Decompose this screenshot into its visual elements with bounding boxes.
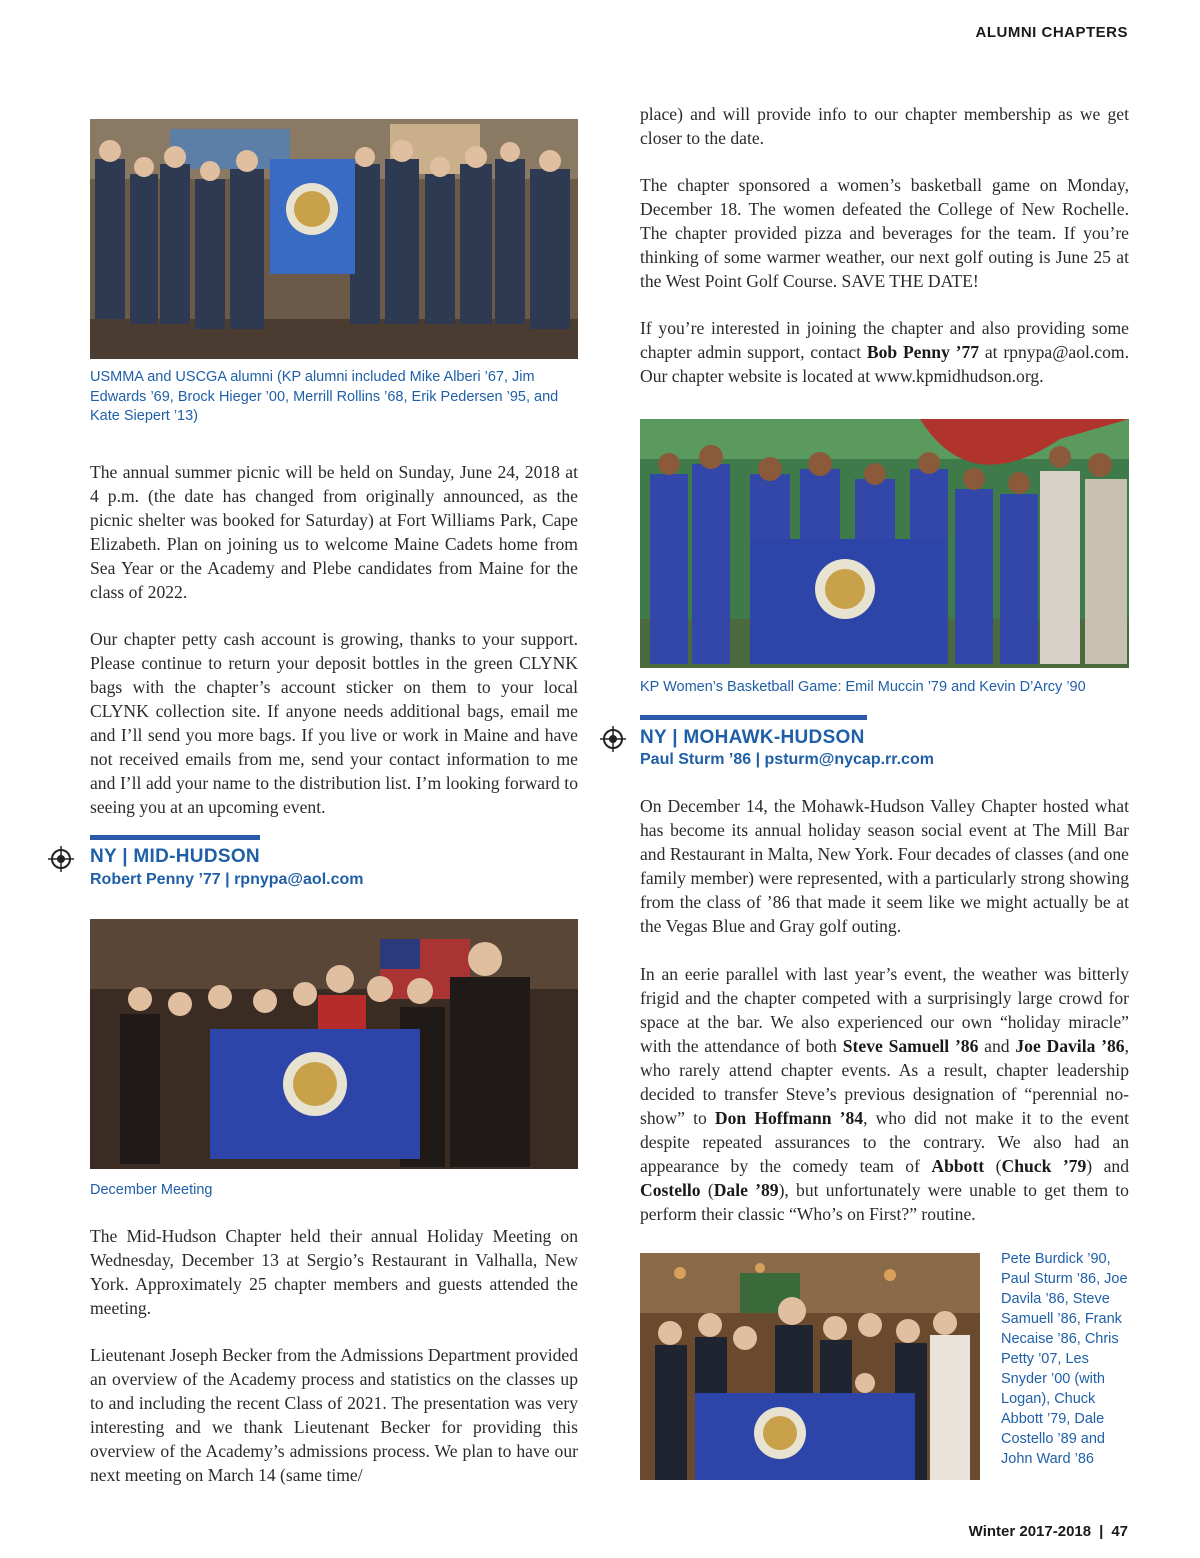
text-run: , who rarely attend chapter events. As a result, chapter leadership decided to transfer Steve’s previous designation of “perennial no-show” to [640, 1036, 1130, 1128]
mid-hudson-title: NY | MID-HUDSON [90, 846, 260, 867]
photo-mohawk-group [640, 1253, 980, 1480]
page-footer [969, 1523, 1128, 1540]
text-run: ( [700, 1180, 714, 1200]
mohawk-hudson-title: NY | MOHAWK-HUDSON [640, 727, 865, 748]
name-dale: Dale ’89 [713, 1180, 779, 1200]
footer-separator: | [1099, 1523, 1104, 1540]
join-contact-name: Bob Penny ’77 [866, 342, 980, 362]
continued-paragraph: place) and will provide info to our chapter membership as we get closer to the date. [640, 104, 1129, 148]
name-don-hoffmann: Don Hoffmann ’84 [714, 1108, 864, 1128]
name-costello: Costello [640, 1180, 701, 1200]
holiday-meeting-paragraph: The Mid-Hudson Chapter held their annual Holiday Meeting on Wednesday, December 13 at Sergio’s Restaurant in Valhalla, New York. Approximately 25 chapter members and guests attended the meeting. [90, 1226, 578, 1318]
text-run: , who did not make it to the event despite repeated assurances to the contrary. We also had an appearance by the comedy team of [640, 1108, 1129, 1176]
name-steve-samuell: Steve Samuell ’86 [842, 1036, 979, 1056]
basketball-paragraph: The chapter sponsored a women’s basketball game on Monday, December 18. The women defeated the College of New Rochelle. The chapter provided pizza and beverages for the team. If you’re thinking of some warmer weather, our next golf outing is June 25 at the West Point Golf Course. SAVE THE DATE! [640, 175, 1129, 291]
compass-icon [48, 846, 74, 872]
december-meeting-caption: December Meeting [90, 1182, 213, 1198]
join-text-a: If you’re interested in joining the chapter and also providing some chapter admin support, contact [640, 318, 1129, 362]
join-text-b: at rpnypa@aol.com. Our chapter website is located at www.kpmidhudson.org. [640, 342, 1129, 386]
admissions-paragraph: Lieutenant Joseph Becker from the Admissions Department provided an overview of the Academy process and statistics on the classes up to and including the recent Class of 2021. The presentation was very interesting and we thank Lieutenant Becker for providing this overview of the Academy’s admissions process. We plan to have our next meeting on March 14 (same time/ [90, 1345, 578, 1485]
photo-alumni-group [90, 119, 578, 359]
photo-december-meeting [90, 919, 578, 1169]
compass-icon [600, 726, 626, 752]
name-joe-davila: Joe Davila ’86 [1015, 1036, 1125, 1056]
mohawk-hudson-contact: Paul Sturm ’86 | psturm@nycap.rr.com [640, 751, 934, 768]
mohawk-photo-caption: Pete Burdick ’90, Paul Sturm ’86, Joe Davila ’86, Steve Samuell ’86, Frank Necaise ’86, Chris Petty ’07, Les Snyder ’00 (with Logan), Chuck Abbott ’79, Dale Costello ’89 and John Ward ’86 [1001, 1251, 1128, 1467]
photo-basketball-team [640, 419, 1129, 668]
mid-hudson-contact: Robert Penny ’77 | rpnypa@aol.com [90, 871, 364, 888]
text-run: ), but unfortunately were unable to get them to perform their classic “Who’s on First?” routine. [640, 1180, 1129, 1224]
mid-hudson-rule [90, 835, 260, 840]
name-abbott: Abbott [931, 1156, 985, 1176]
text-run: ( [984, 1156, 1002, 1176]
basketball-caption: KP Women’s Basketball Game: Emil Muccin ’79 and Kevin D’Arcy ’90 [640, 679, 1086, 695]
text-run: In an eerie parallel with last year’s event, the weather was bitterly frigid and the chapter competed with a surprisingly large crowd for space at the bar. We also experienced our own “holiday miracle” with the attendance of both [640, 964, 1129, 1056]
petty-cash-paragraph: Our chapter petty cash account is growing, thanks to your support. Please continue to return your deposit bottles in the green CLYNK bags with the chapter’s account sticker on them to your local CLYNK collection site. If anyone needs additional bags, email me and I’ll send you more bags. If you live or work in Maine and have not received emails from me, send your contact information to me and I’ll add your name to the distribution list. I’m looking forward to seeing you at an upcoming event. [90, 629, 578, 817]
issue-label: Winter 2017-2018 [968, 1523, 1092, 1540]
text-run: ) and [1086, 1156, 1129, 1176]
section-header: ALUMNI CHAPTERS [975, 24, 1128, 41]
name-chuck: Chuck ’79 [1001, 1156, 1087, 1176]
page-number: 47 [1111, 1523, 1128, 1540]
photo-alumni-caption: USMMA and USCGA alumni (KP alumni included Mike Alberi ’67, Jim Edwards ’69, Brock Hieger ’00, Merrill Rollins ’68, Erik Pedersen ’95, and Kate Siepert ’13) [90, 369, 559, 424]
join-chapter-paragraph [640, 316, 1129, 388]
mohawk-event-paragraph: On December 14, the Mohawk-Hudson Valley Chapter hosted what has become its annual holiday season social event at The Mill Bar and Restaurant in Malta, New York. Four decades of classes (and one family member) were represented, with a particularly strong showing from the class of ’86 that made it seem like we might actually be at the Vegas Blue and Gray golf outing. [640, 796, 1129, 936]
mohawk-hudson-rule [640, 715, 867, 720]
mohawk-weather-paragraph [640, 962, 1129, 1226]
picnic-paragraph: The annual summer picnic will be held on Sunday, June 24, 2018 at 4 p.m. (the date has changed from originally announced, as the picnic shelter was booked for Saturday) at Fort Williams Park, Cape Elizabeth. Plan on joining us to welcome Maine Cadets home from Sea Year or the Academy and Plebe candidates from Maine for the class of 2022. [90, 462, 578, 602]
text-run: and [978, 1036, 1016, 1056]
